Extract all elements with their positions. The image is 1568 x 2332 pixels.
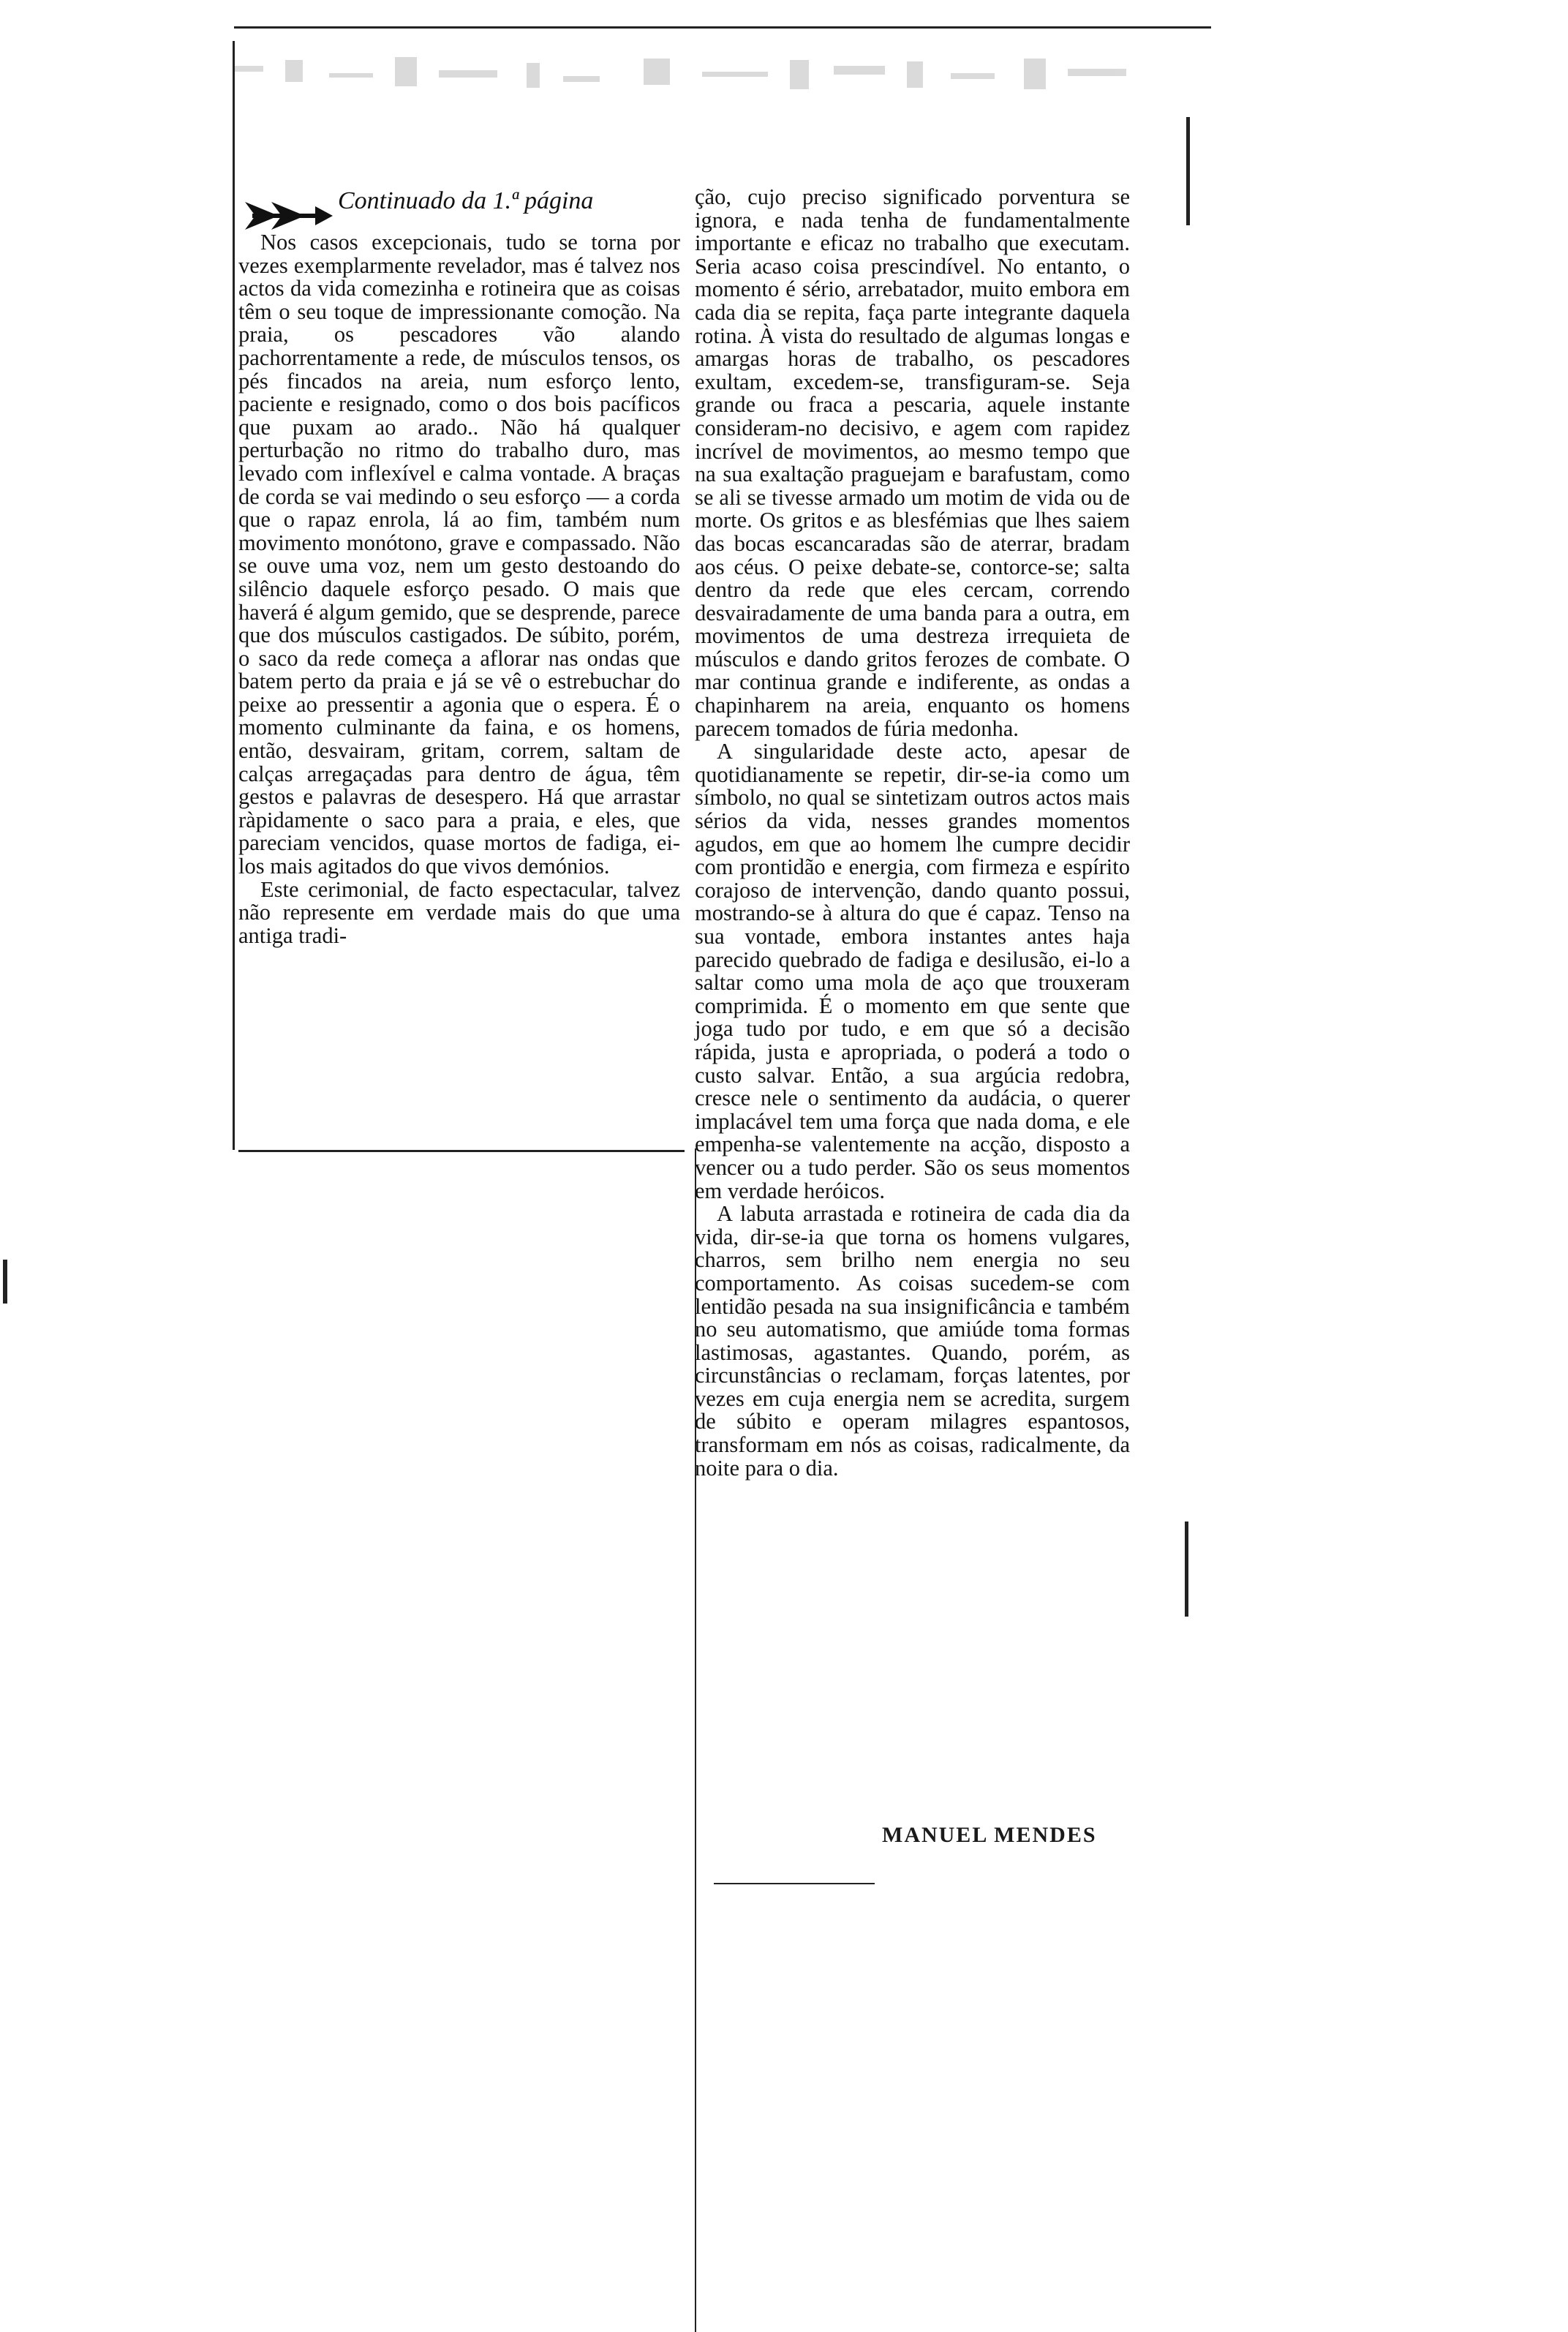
right-margin-mark [1186,117,1190,225]
paragraph: ção, cujo preciso significado porventura se ignora, e nada tenha de fundamentalmente importante e eficaz no trabalho que executam. Seria acaso coisa prescindível. No entanto, o momento é sério, arrebatador, muito embora em cada dia se repita, faça parte integrante daquela rotina. À vista do resultado de algumas longas e amargas horas de trabalho, os pescadores exultam, excedem-se, transfiguram-se. Seja grande ou fraca a pescaria, aquele instante consideram-no decisivo, e agem com rapidez incrível de movimentos, ao mesmo tempo que na sua exaltação praguejam e barafustam, como se ali se tivesse armado um motim de vida ou de morte. Os gritos e as blesfémias que lhes saiem das bocas escancaradas são de aterrar, bradam aos céus. O peixe debate-se, contorce-se; salta dentro da rede que eles cercam, correndo desvairadamente de uma banda para a outra, em movimentos de uma destreza irrequieta de músculos e dando gritos ferozes de combate. O mar continua grande e indiferente, as ondas a chapinharem na areia, enquanto os homens parecem tomados de fúria medonha. [695,184,1130,741]
faded-masthead [234,44,1214,168]
top-border [234,26,1211,29]
paragraph: A singularidade deste acto, apesar de quotidianamente se repetir, dir-se-ia como um símbolo, no qual se sintetizam outros actos mais sérios da vida, nesses grandes momentos agudos, em que ao homem lhe cumpre decidir com prontidão e energia, com firmeza e espírito corajoso de intervenção, dando quanto possui, mostrando-se à altura do que é capaz. Tenso na sua vontade, embora instantes antes haja parecido quebrado de fadiga e desilusão, ei-lo a saltar como uma mola de aço que trouxeram comprimida. É o momento em que sente que joga tudo por tudo, e em que só a decisão rápida, justa e apropriada, o poderá a todo o custo salvar. Então, a sua argúcia redobra, cresce nele o sentimento da audácia, o querer implacável tem uma força que nada doma, e ele empenha-se valentemente na acção, disposto a vencer ou a tudo perder. São os seus momentos em verdade heróicos. [695,739,1130,1203]
left-border [233,41,235,1150]
right-margin-mark-2 [1185,1522,1188,1617]
author-signature: MANUEL MENDES [882,1823,1097,1847]
end-rule [714,1883,875,1884]
continuation-header: Continuado da 1.ª página [338,187,594,214]
left-edge-mark [3,1260,7,1304]
paragraph: A labuta arrastada e rotineira de cada dia da vida, dir-se-ia que torna os homens vulgares, charros, sem brilho nem energia no seu comportamento. As coisas sucedem-se com lentidão pesada na sua insignificância e também no seu automatismo, que amiúde toma formas lastimosas, agastantes. Quando, porém, as circunstâncias o reclamam, forças latentes, por vezes em cuja energia nem se acredita, surgem de súbito e operam milagres espantosos, transformam em nós as coisas, radicalmente, da noite para o dia. [695,1201,1130,1481]
article-column-2 [695,186,1130,1480]
column-divider-1 [238,1150,685,1152]
paragraph: Este cerimonial, de facto espectacular, talvez não represente em verdade mais do que uma antiga tradi- [238,876,680,948]
paragraph: Nos casos excepcionais, tudo se torna por vezes exemplarmente revelador, mas é talvez nos actos da vida comezinha e rotineira que as coisas têm o seu toque de impressionante comoção. Na praia, os pescadores vão alando pachorrentamente a rede, de músculos tensos, os pés fincados na areia, num esforço lento, paciente e resignado, como o dos bois pacíficos que puxam ao arado.. Não há qualquer perturbação no ritmo do trabalho duro, mas levado com inflexível e calma vontade. A braças de corda se vai medindo o seu esforço — a corda que o rapaz enrola, lá ao fim, também num movimento monótono, grave e compassado. Não se ouve uma voz, nem um gesto destoando do silêncio daquele esforço pesado. O mais que haverá é algum gemido, que se desprende, parece que dos músculos castigados. De súbito, porém, o saco da rede começa a aflorar nas ondas que batem perto da praia e já se vê o estrebuchar do peixe ao pressentir a agonia que o espera. É o momento culminante da faina, e os homens, então, desvairam, gritam, correm, saltam de calças arregaçadas para dentro de água, têm gestos e palavras de desespero. Há que arrastar ràpidamente o saco para a praia, e eles, que pareciam vencidos, quase mortos de fadiga, ei-los mais agitados do que vivos demónios. [238,230,680,879]
article-column-1 [238,231,680,947]
